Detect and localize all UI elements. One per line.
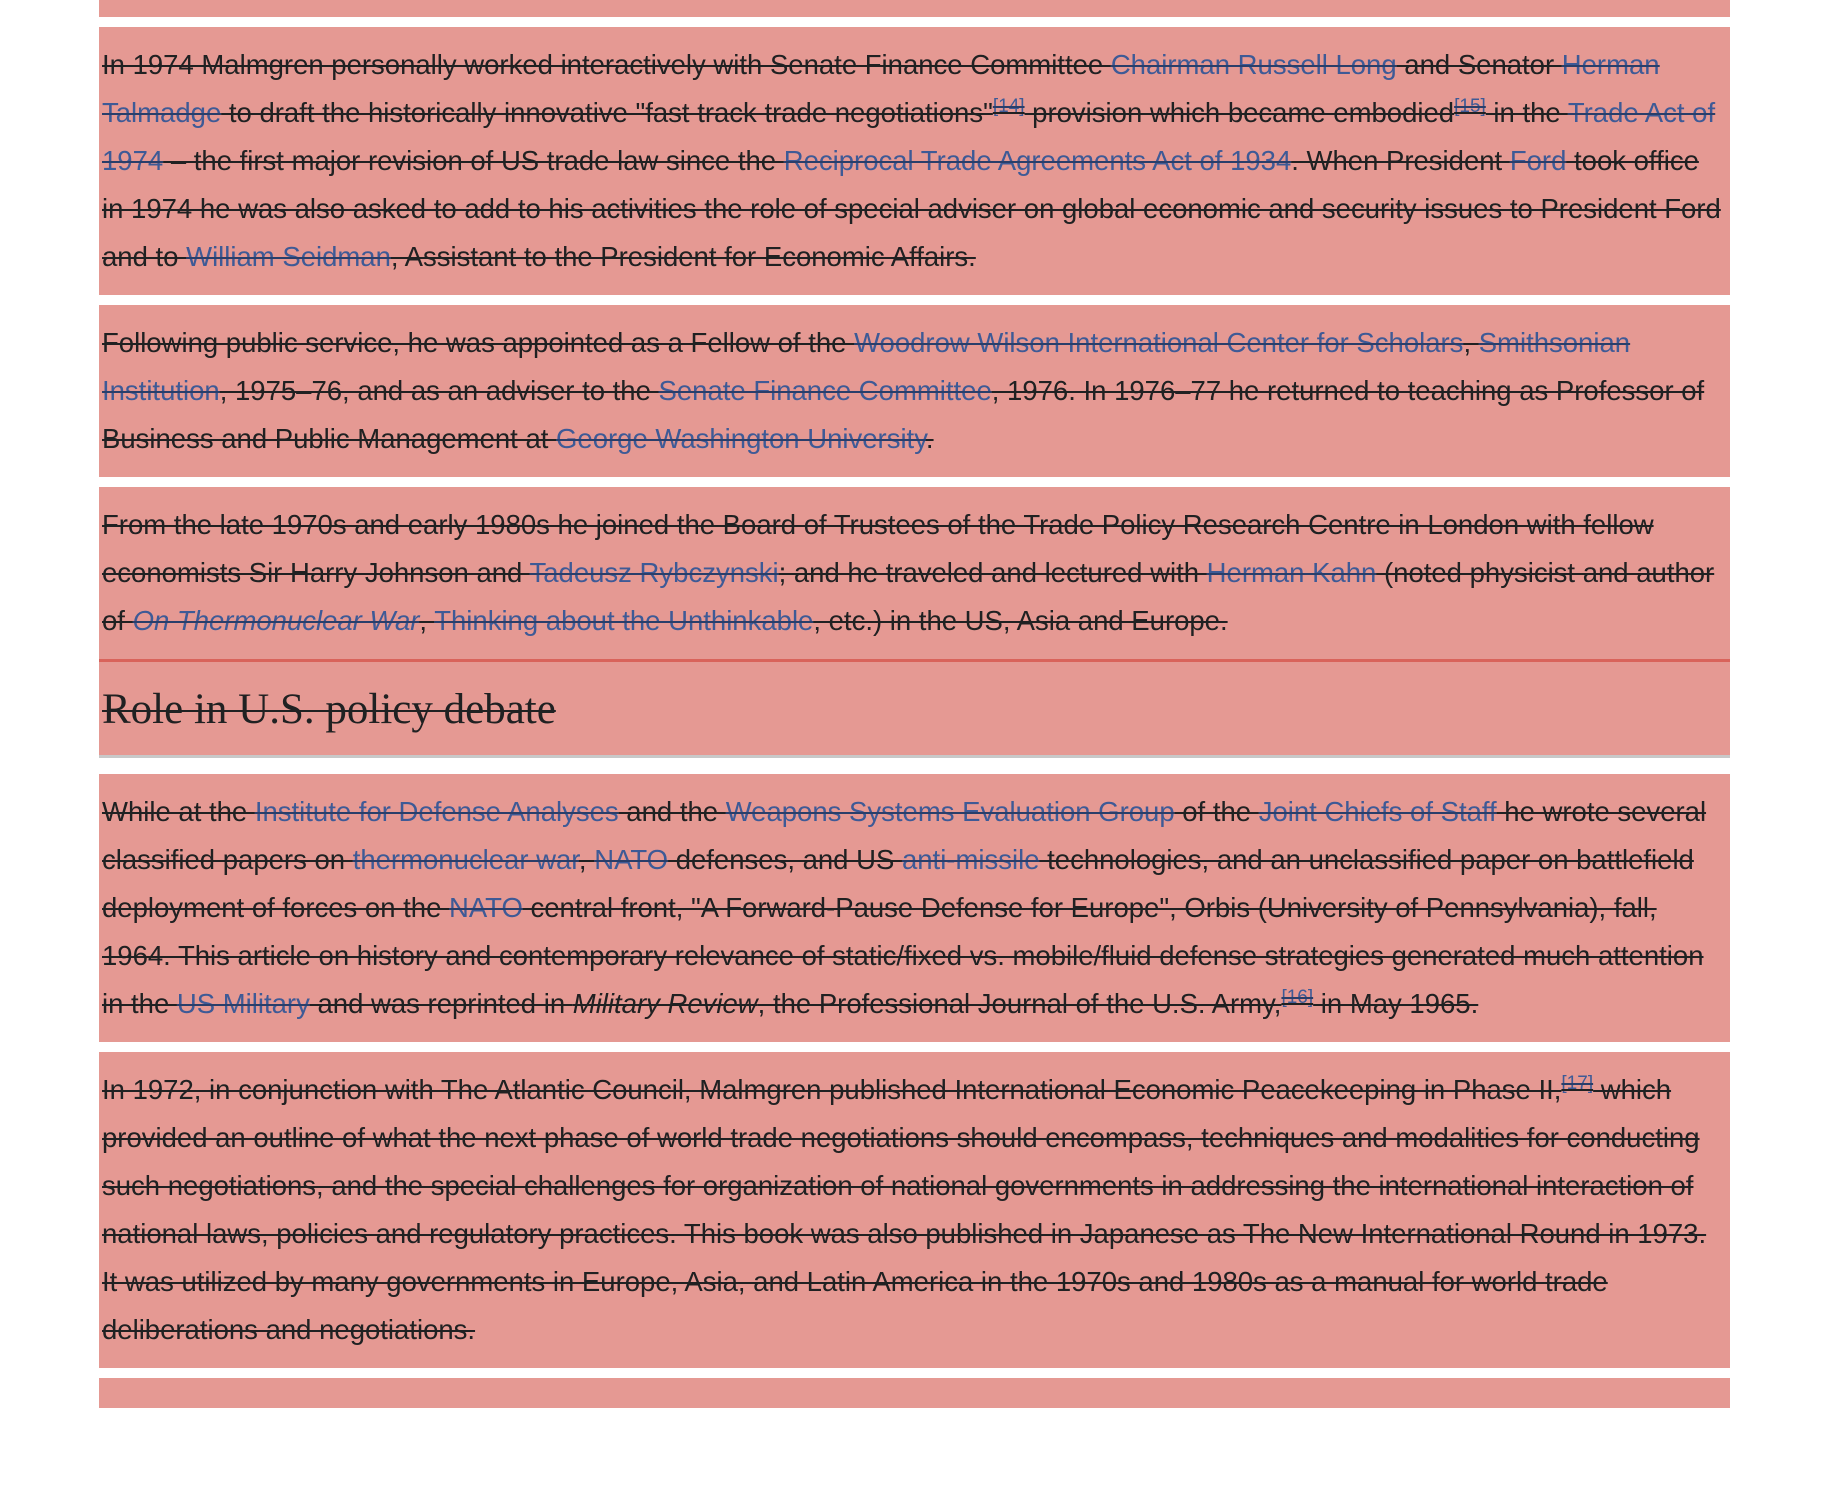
paragraph-text: (noted physicist and author of xyxy=(102,557,1715,636)
paragraph-text: From the late 1970s and early 1980s he joined the Board of Trustees of the Trade Policy Research Centre in London with fellow economists Sir Harry Johnson and xyxy=(102,509,1654,588)
paragraph-text: , 1975–76, and as an adviser to the xyxy=(219,375,659,406)
link-herman-talmadge[interactable]: Herman Talmadge xyxy=(102,49,1660,128)
paragraph-text: defenses, and US xyxy=(668,844,902,875)
link-senate-finance-committee[interactable]: Senate Finance Committee xyxy=(658,375,992,406)
paragraph-text: , 1976. In 1976–77 he returned to teaching as Professor of Business and Public Management at xyxy=(102,375,1705,454)
link-tadeusz-rybczynski[interactable]: Tadeusz Rybczynski xyxy=(529,557,779,588)
paragraph-text: he wrote several classified papers on xyxy=(102,796,1707,875)
article-column xyxy=(99,0,1730,1408)
link-russell-long[interactable]: Chairman Russell Long xyxy=(1110,49,1397,80)
link-weapons-systems-evaluation-group[interactable]: Weapons Systems Evaluation Group xyxy=(725,796,1175,827)
reference-15[interactable]: [15] xyxy=(1454,95,1486,117)
paragraph-trade-policy-research xyxy=(99,487,1730,659)
reference-16[interactable]: [16] xyxy=(1281,986,1314,1008)
paragraph-fast-track xyxy=(99,27,1730,295)
paragraph-text: technologies, and an unclassified paper on battlefield deployment of forces on the xyxy=(102,844,1694,923)
link-nato[interactable]: NATO xyxy=(594,844,669,875)
link-nato-central-front[interactable]: NATO xyxy=(449,892,523,923)
paragraph-text: provision which became embodied xyxy=(1024,97,1455,128)
heading-divider xyxy=(99,755,1730,758)
paragraph-text: , xyxy=(419,605,435,636)
link-us-military[interactable]: US Military xyxy=(176,988,310,1019)
link-trade-act-1974[interactable]: Trade Act of 1974 xyxy=(102,97,1716,176)
link-herman-kahn[interactable]: Herman Kahn xyxy=(1206,557,1377,588)
link-ford[interactable]: Ford xyxy=(1509,145,1567,176)
paragraph-text: central front, "A Forward-Pause Defense for Europe", Orbis (University of Pennsylvania), fall, 1964. This article on history and contemporary relevance of static/fixed vs. mobile/fluid defense strategies generated much attention in the xyxy=(102,892,1704,1019)
link-on-thermonuclear-war[interactable]: On Thermonuclear War xyxy=(132,605,420,636)
paragraph-text: in the xyxy=(1485,97,1568,128)
link-thinking-about-the-unthinkable[interactable]: Thinking about the Unthinkable xyxy=(434,605,814,636)
link-reciprocal-trade-agreements-act[interactable]: Reciprocal Trade Agreements Act of 1934 xyxy=(783,145,1292,176)
paragraph-text: , xyxy=(1463,327,1479,358)
link-anti-missile[interactable]: anti-missile xyxy=(901,844,1040,875)
paragraph-text: – the first major revision of US trade law since the xyxy=(163,145,784,176)
section-heading-container xyxy=(99,659,1730,758)
paragraph-text: , xyxy=(578,844,595,875)
paragraph-text: and was reprinted in xyxy=(309,988,573,1019)
journal-title: Military Review xyxy=(572,988,758,1019)
paragraph-text: , Assistant to the President for Economic Affairs. xyxy=(390,241,976,272)
next-paragraph-fragment xyxy=(99,1378,1730,1408)
section-heading: Role in U.S. policy debate xyxy=(102,686,556,733)
paragraph-text: which provided an outline of what the next phase of world trade negotiations should encompass, techniques and modalities for conducting such negotiations, and the special challenges for organization of national governments in addressing the international interaction of national laws, policies and regulatory practices. This book was also published in Japanese as The New International Round in 1973. It was utilized by many governments in Europe, Asia, and Latin America in the 1970s and 1980s as a manual for world trade deliberations and negotiations. xyxy=(102,1074,1707,1345)
link-smithsonian-institution[interactable]: Smithsonian Institution xyxy=(102,327,1631,406)
reference-14[interactable]: [14] xyxy=(992,95,1025,117)
paragraph-text: and the xyxy=(618,796,726,827)
paragraph-text: Following public service, he was appointed as a Fellow of the xyxy=(102,327,855,358)
link-william-seidman[interactable]: William Seidman xyxy=(186,241,391,272)
previous-paragraph-fragment xyxy=(99,0,1730,17)
link-joint-chiefs-of-staff[interactable]: Joint Chiefs of Staff xyxy=(1258,796,1497,827)
paragraph-text: of the xyxy=(1174,796,1259,827)
paragraph-text: in May 1965. xyxy=(1313,988,1479,1019)
paragraph-text: . xyxy=(925,423,934,454)
paragraph-text: While at the xyxy=(102,796,255,827)
paragraph-text: , etc.) in the US, Asia and Europe. xyxy=(813,605,1228,636)
paragraph-atlantic-council xyxy=(99,1052,1730,1368)
paragraph-text: In 1972, in conjunction with The Atlantic Council, Malmgren published International Economic Peacekeeping in Phase II, xyxy=(102,1074,1562,1105)
paragraph-public-service xyxy=(99,305,1730,477)
paragraph-text: to draft the historically innovative "fast track trade negotiations" xyxy=(221,97,993,128)
link-institute-for-defense-analyses[interactable]: Institute for Defense Analyses xyxy=(254,796,619,827)
paragraph-text: and Senator xyxy=(1396,49,1562,80)
paragraph-text: took office in 1974 he was also asked to add to his activities the role of special adviser on global economic and security issues to President Ford and to xyxy=(102,145,1721,272)
link-thermonuclear-war[interactable]: thermonuclear war xyxy=(352,844,579,875)
paragraph-text: , the Professional Journal of the U.S. Army, xyxy=(757,988,1282,1019)
link-george-washington-university[interactable]: George Washington University xyxy=(556,423,926,454)
paragraph-text: ; and he traveled and lectured with xyxy=(778,557,1207,588)
link-woodrow-wilson-center[interactable]: Woodrow Wilson International Center for Scholars xyxy=(854,327,1464,358)
section-block xyxy=(99,487,1730,758)
paragraph-text: In 1974 Malmgren personally worked interactively with Senate Finance Committee xyxy=(102,49,1111,80)
reference-17[interactable]: [17] xyxy=(1561,1072,1594,1094)
paragraph-text: . When President xyxy=(1291,145,1510,176)
paragraph-defense-analyses xyxy=(99,774,1730,1042)
